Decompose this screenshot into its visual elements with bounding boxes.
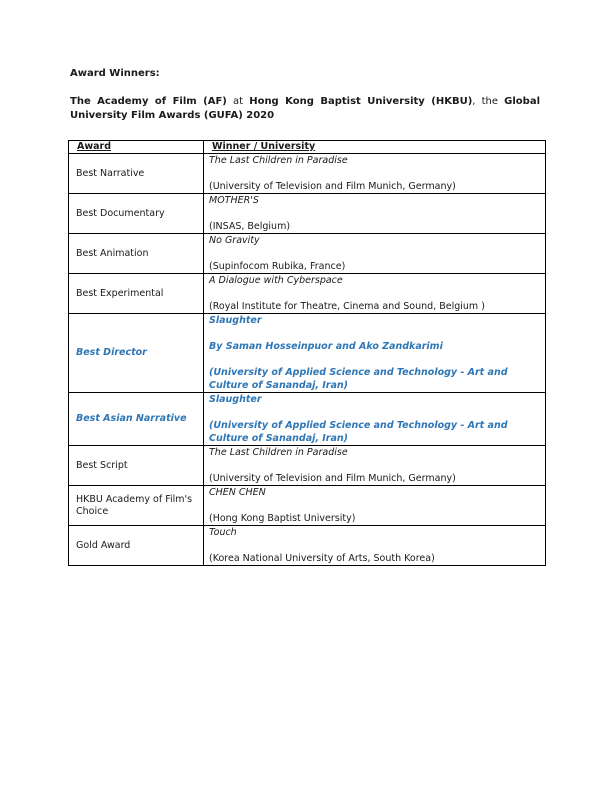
awards-table <box>68 140 546 566</box>
award-name-cell: Best Animation <box>69 234 204 274</box>
film-title: The Last Children in Paradise <box>209 155 348 166</box>
awards-table-header <box>69 141 546 154</box>
winner-cell <box>204 526 546 566</box>
awards-table-body <box>69 154 546 566</box>
award-name-cell: Best Director <box>69 314 204 393</box>
winner-cell <box>204 314 546 393</box>
spacer-line <box>209 406 541 419</box>
table-row <box>69 234 546 274</box>
spacer-line <box>209 327 541 340</box>
table-row <box>69 154 546 194</box>
spacer-line <box>209 167 541 180</box>
intro-line-1 <box>70 95 540 109</box>
winner-detail: (Hong Kong Baptist University) <box>209 513 356 524</box>
intro-segment: The Academy of Film (AF) <box>70 96 227 107</box>
winner-detail: (University of Television and Film Munich, Germany) <box>209 473 456 484</box>
table-row <box>69 486 546 526</box>
spacer-line <box>209 499 541 512</box>
film-title: The Last Children in Paradise <box>209 447 348 458</box>
intro-segment: Global <box>504 96 541 107</box>
winner-detail: (University of Television and Film Munich, Germany) <box>209 181 456 192</box>
winner-cell <box>204 154 546 194</box>
winner-cell <box>204 274 546 314</box>
winner-detail: (University of Applied Science and Technology - Art and Culture of Sanandaj, Iran) <box>209 367 508 391</box>
winner-cell <box>204 234 546 274</box>
table-row <box>69 526 546 566</box>
film-title: MOTHER'S <box>209 195 259 206</box>
spacer-line <box>209 539 541 552</box>
spacer-line <box>209 287 541 300</box>
winner-column-header <box>204 141 546 154</box>
intro-line-2 <box>70 109 540 123</box>
winner-cell <box>204 446 546 486</box>
award-name-cell: Best Narrative <box>69 154 204 194</box>
winner-detail: (Royal Institute for Theatre, Cinema and Sound, Belgium ) <box>209 301 485 312</box>
film-title: Slaughter <box>209 394 262 405</box>
winner-detail: (Supinfocom Rubika, France) <box>209 261 346 272</box>
spacer-line <box>209 207 541 220</box>
spacer-line <box>209 247 541 260</box>
award-column-header-label: Award <box>77 141 112 152</box>
intro-segment: at <box>226 96 250 107</box>
intro-segment: Hong Kong Baptist University (HKBU) <box>249 96 473 107</box>
intro-segment: University Film Awards (GUFA) 2020 <box>70 110 275 121</box>
intro-segment: , the <box>472 96 505 107</box>
award-name-cell: HKBU Academy of Film's Choice <box>69 486 204 526</box>
intro-paragraph <box>70 95 540 123</box>
table-row <box>69 194 546 234</box>
table-row <box>69 314 546 393</box>
table-row <box>69 393 546 446</box>
winner-detail: (Korea National University of Arts, South Korea) <box>209 553 435 564</box>
winner-column-header-label: Winner / University <box>212 141 316 152</box>
award-column-header <box>69 141 204 154</box>
table-row <box>69 274 546 314</box>
award-name-cell: Gold Award <box>69 526 204 566</box>
winner-cell <box>204 393 546 446</box>
award-name-cell: Best Script <box>69 446 204 486</box>
table-row <box>69 446 546 486</box>
film-title: Slaughter <box>209 315 262 326</box>
film-title: Touch <box>209 527 237 538</box>
section-heading: Award Winners: <box>70 68 160 79</box>
award-name-cell: Best Experimental <box>69 274 204 314</box>
award-name-cell: Best Documentary <box>69 194 204 234</box>
winner-cell <box>204 194 546 234</box>
film-title: CHEN CHEN <box>209 487 266 498</box>
winner-detail: By Saman Hosseinpuor and Ako Zandkarimi <box>209 341 443 352</box>
winner-cell <box>204 486 546 526</box>
award-name-cell: Best Asian Narrative <box>69 393 204 446</box>
spacer-line <box>209 353 541 366</box>
film-title: A Dialogue with Cyberspace <box>209 275 343 286</box>
winner-detail: (University of Applied Science and Technology - Art and Culture of Sanandaj, Iran) <box>209 420 508 444</box>
film-title: No Gravity <box>209 235 260 246</box>
winner-detail: (INSAS, Belgium) <box>209 221 291 232</box>
header-row <box>69 141 546 154</box>
spacer-line <box>209 459 541 472</box>
